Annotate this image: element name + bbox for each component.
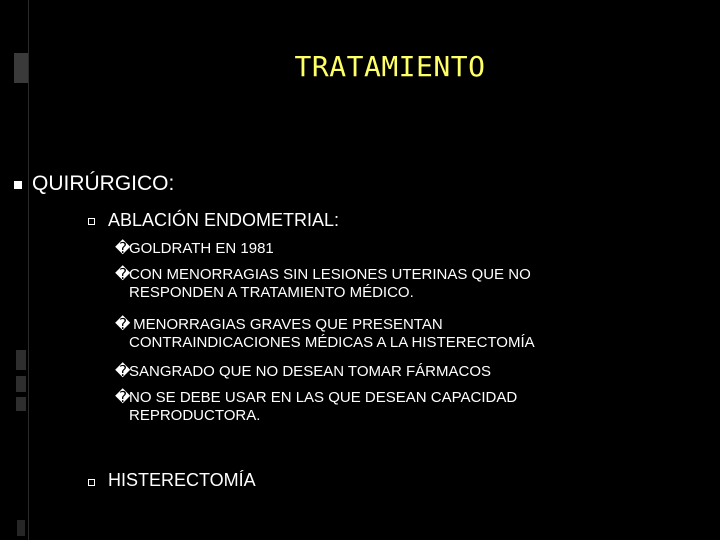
level3-item [115,240,635,258]
level3-text: GOLDRATH EN 1981 [129,240,274,257]
level3-text-continuation: CONTRAINDICACIONES MÉDICAS A LA HISTERECTOMÍA [129,334,535,351]
decorative-bar [16,376,26,392]
missing-glyph-icon: � [115,266,131,283]
level3-text: NO SE DEBE USAR EN LAS QUE DESEAN CAPACIDAD [129,389,518,406]
level3-text-continuation: RESPONDEN A TRATAMIENTO MÉDICO. [129,284,414,301]
level3-text: SANGRADO QUE NO DESEAN TOMAR FÁRMACOS [129,363,491,380]
decorative-bar [17,520,25,536]
level2-item: ABLACIÓN ENDOMETRIAL: [108,210,340,230]
level3-text: CON MENORRAGIAS SIN LESIONES UTERINAS QUE NO [129,266,531,283]
level3-item [115,266,635,302]
hollow-square-bullet-icon [88,479,95,486]
left-divider-line [28,0,29,540]
missing-glyph-icon: � [115,316,131,333]
level3-item [115,363,635,381]
level2-item: HISTERECTOMÍA [108,470,256,490]
level3-item [115,316,635,352]
missing-glyph-icon: � [115,389,131,406]
missing-glyph-icon: � [115,240,131,257]
decorative-bar [14,53,28,83]
hollow-square-bullet-icon [88,218,95,225]
decorative-bar [16,350,26,370]
slide-title: TRATAMIENTO [294,50,486,83]
level3-text: MENORRAGIAS GRAVES QUE PRESENTAN [129,316,443,333]
level3-item [115,389,635,425]
level3-text-continuation: REPRODUCTORA. [129,407,261,424]
square-bullet-icon [14,181,22,189]
decorative-bar [16,397,26,411]
missing-glyph-icon: � [115,363,131,380]
level1-item: QUIRÚRGICO: [32,172,175,195]
